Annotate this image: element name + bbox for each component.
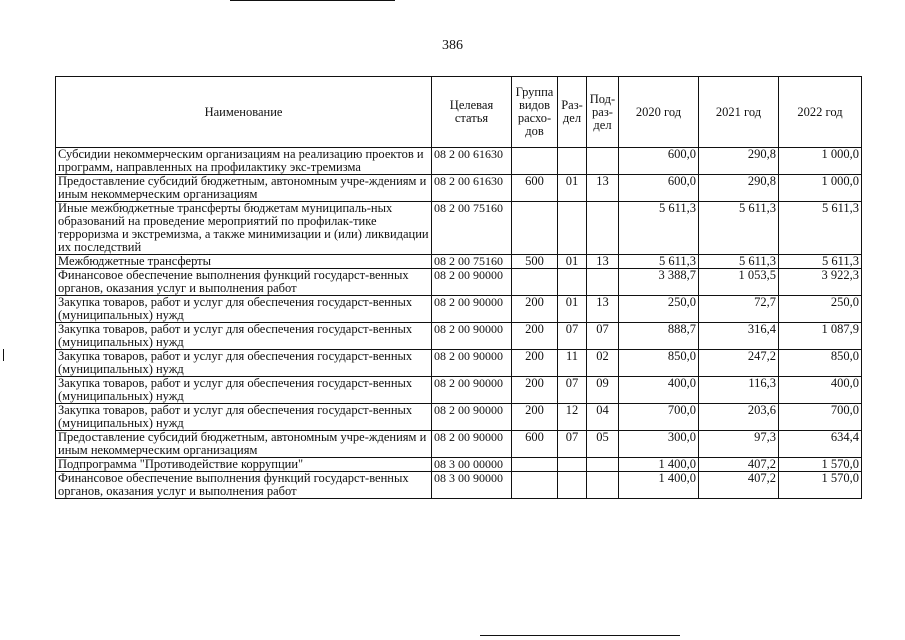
row-name-cell: Закупка товаров, работ и услуг для обеспечения государст-венных (муниципальных) нужд — [56, 404, 432, 431]
row-target-code: 08 2 00 90000 — [432, 377, 512, 404]
header-group: Группа видов расхо-дов — [512, 77, 558, 148]
row-value-2021: 116,3 — [699, 377, 779, 404]
scan-mark-left — [3, 349, 4, 361]
table-row — [56, 323, 862, 350]
row-value-2021: 5 611,3 — [699, 202, 779, 255]
table-row — [56, 296, 862, 323]
row-section: 01 — [558, 175, 587, 202]
row-subsection: 04 — [587, 404, 619, 431]
header-year-2021: 2021 год — [699, 77, 779, 148]
row-name-cell: Закупка товаров, работ и услуг для обеспечения государст-венных (муниципальных) нужд — [56, 296, 432, 323]
row-target-code: 08 2 00 90000 — [432, 269, 512, 296]
row-value-2021: 72,7 — [699, 296, 779, 323]
row-subsection: 13 — [587, 175, 619, 202]
scan-mark-top — [230, 0, 395, 1]
row-target-code: 08 2 00 61630 — [432, 148, 512, 175]
row-subsection: 13 — [587, 296, 619, 323]
row-group-code: 200 — [512, 404, 558, 431]
row-section — [558, 472, 587, 499]
table-row — [56, 472, 862, 499]
row-section: 07 — [558, 323, 587, 350]
row-value-2022: 1 570,0 — [779, 458, 862, 472]
row-name-cell: Межбюджетные трансферты — [56, 255, 432, 269]
row-group-code: 600 — [512, 431, 558, 458]
row-section — [558, 269, 587, 296]
table-body — [56, 148, 862, 499]
row-subsection — [587, 472, 619, 499]
row-group-code: 200 — [512, 350, 558, 377]
row-value-2021: 316,4 — [699, 323, 779, 350]
row-value-2022: 1 087,9 — [779, 323, 862, 350]
row-value-2022: 1 000,0 — [779, 175, 862, 202]
row-name-cell: Предоставление субсидий бюджетным, автономным учре-ждениям и иным некоммерческим организациям — [56, 175, 432, 202]
row-value-2020: 300,0 — [619, 431, 699, 458]
row-group-code — [512, 148, 558, 175]
row-group-code: 200 — [512, 377, 558, 404]
row-group-code: 200 — [512, 323, 558, 350]
table-row — [56, 377, 862, 404]
table-row — [56, 255, 862, 269]
row-name-cell: Иные межбюджетные трансферты бюджетам муниципаль-ных образований на проведение мероприятий по профилак-тике терроризма и экстремизма, а также минимизации и (или) ликвидации их последствий — [56, 202, 432, 255]
row-subsection — [587, 269, 619, 296]
header-section: Раз-дел — [558, 77, 587, 148]
row-value-2020: 400,0 — [619, 377, 699, 404]
row-value-2022: 700,0 — [779, 404, 862, 431]
row-value-2020: 1 400,0 — [619, 472, 699, 499]
row-section: 01 — [558, 296, 587, 323]
row-target-code: 08 3 00 00000 — [432, 458, 512, 472]
row-name-cell: Предоставление субсидий бюджетным, автономным учре-ждениям и иным некоммерческим организациям — [56, 431, 432, 458]
row-section — [558, 148, 587, 175]
row-value-2020: 600,0 — [619, 175, 699, 202]
row-subsection — [587, 202, 619, 255]
table-row — [56, 148, 862, 175]
header-name: Наименование — [56, 77, 432, 148]
row-value-2020: 700,0 — [619, 404, 699, 431]
table-row — [56, 350, 862, 377]
row-value-2022: 3 922,3 — [779, 269, 862, 296]
header-year-2022: 2022 год — [779, 77, 862, 148]
header-year-2020: 2020 год — [619, 77, 699, 148]
row-group-code — [512, 472, 558, 499]
table-row — [56, 269, 862, 296]
row-group-code: 200 — [512, 296, 558, 323]
row-value-2021: 5 611,3 — [699, 255, 779, 269]
table-row — [56, 404, 862, 431]
row-name-cell: Подпрограмма "Противодействие коррупции" — [56, 458, 432, 472]
row-group-code — [512, 458, 558, 472]
row-subsection — [587, 148, 619, 175]
row-section: 01 — [558, 255, 587, 269]
row-value-2022: 1 570,0 — [779, 472, 862, 499]
row-subsection — [587, 458, 619, 472]
row-target-code: 08 2 00 90000 — [432, 350, 512, 377]
row-subsection: 13 — [587, 255, 619, 269]
row-value-2020: 850,0 — [619, 350, 699, 377]
row-name-cell: Финансовое обеспечение выполнения функций государст-венных органов, оказания услуг и выполнения работ — [56, 472, 432, 499]
row-target-code: 08 2 00 90000 — [432, 431, 512, 458]
row-value-2022: 5 611,3 — [779, 255, 862, 269]
row-value-2021: 290,8 — [699, 175, 779, 202]
row-group-code — [512, 269, 558, 296]
row-section: 07 — [558, 377, 587, 404]
row-name-cell: Закупка товаров, работ и услуг для обеспечения государст-венных (муниципальных) нужд — [56, 377, 432, 404]
row-value-2020: 888,7 — [619, 323, 699, 350]
row-target-code: 08 2 00 75160 — [432, 255, 512, 269]
row-section: 12 — [558, 404, 587, 431]
row-group-code: 600 — [512, 175, 558, 202]
row-value-2022: 1 000,0 — [779, 148, 862, 175]
row-name-cell: Закупка товаров, работ и услуг для обеспечения государст-венных (муниципальных) нужд — [56, 350, 432, 377]
row-target-code: 08 2 00 90000 — [432, 296, 512, 323]
row-value-2021: 97,3 — [699, 431, 779, 458]
row-group-code — [512, 202, 558, 255]
row-name-cell: Финансовое обеспечение выполнения функций государст-венных органов, оказания услуг и выполнения работ — [56, 269, 432, 296]
row-value-2021: 407,2 — [699, 472, 779, 499]
table-row — [56, 202, 862, 255]
row-subsection: 09 — [587, 377, 619, 404]
row-value-2020: 1 400,0 — [619, 458, 699, 472]
row-group-code: 500 — [512, 255, 558, 269]
row-value-2021: 1 053,5 — [699, 269, 779, 296]
row-value-2020: 600,0 — [619, 148, 699, 175]
table-row — [56, 458, 862, 472]
row-value-2020: 250,0 — [619, 296, 699, 323]
row-value-2022: 400,0 — [779, 377, 862, 404]
row-value-2022: 5 611,3 — [779, 202, 862, 255]
row-value-2022: 634,4 — [779, 431, 862, 458]
row-subsection: 02 — [587, 350, 619, 377]
row-subsection: 05 — [587, 431, 619, 458]
row-value-2022: 850,0 — [779, 350, 862, 377]
row-value-2021: 203,6 — [699, 404, 779, 431]
row-value-2021: 290,8 — [699, 148, 779, 175]
row-name-cell: Закупка товаров, работ и услуг для обеспечения государст-венных (муниципальных) нужд — [56, 323, 432, 350]
row-section — [558, 458, 587, 472]
row-target-code: 08 2 00 75160 — [432, 202, 512, 255]
row-value-2020: 3 388,7 — [619, 269, 699, 296]
row-subsection: 07 — [587, 323, 619, 350]
row-target-code: 08 3 00 90000 — [432, 472, 512, 499]
row-target-code: 08 2 00 61630 — [432, 175, 512, 202]
row-value-2021: 247,2 — [699, 350, 779, 377]
row-value-2020: 5 611,3 — [619, 202, 699, 255]
header-target: Целевая статья — [432, 77, 512, 148]
row-value-2021: 407,2 — [699, 458, 779, 472]
row-target-code: 08 2 00 90000 — [432, 323, 512, 350]
table-row — [56, 431, 862, 458]
row-name-cell: Субсидии некоммерческим организациям на реализацию проектов и программ, направленных на профилактику экс-тремизма — [56, 148, 432, 175]
header-subsection: Под-раз-дел — [587, 77, 619, 148]
row-target-code: 08 2 00 90000 — [432, 404, 512, 431]
row-section — [558, 202, 587, 255]
budget-table — [55, 76, 862, 499]
row-value-2020: 5 611,3 — [619, 255, 699, 269]
row-value-2022: 250,0 — [779, 296, 862, 323]
page-number: 386 — [442, 38, 463, 53]
table-header-row — [56, 77, 862, 148]
table-row — [56, 175, 862, 202]
row-section: 11 — [558, 350, 587, 377]
scan-mark-bottom — [480, 635, 680, 636]
row-section: 07 — [558, 431, 587, 458]
